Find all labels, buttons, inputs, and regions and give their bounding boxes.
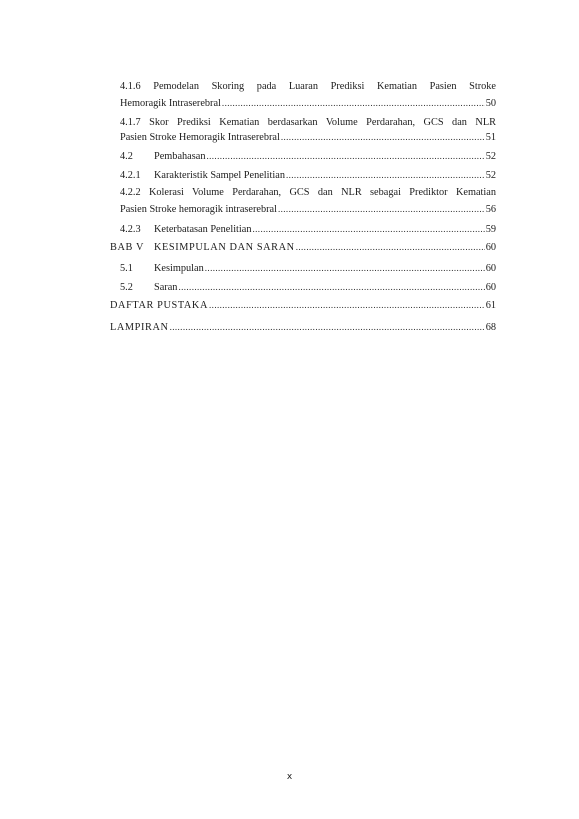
page-number-footer: x [286, 772, 293, 782]
toc-entry-title: Kolerasi Volume Perdarahan, GCS dan NLR sebagai Prediktor Kematian [148, 187, 496, 198]
dot-leader [209, 298, 485, 312]
toc-page-number: 60 [485, 282, 496, 293]
toc-entry-title-cont: Pasien Stroke Hemoragik Intraserebral [120, 132, 280, 143]
toc-entry-title: Kesimpulan [154, 263, 204, 274]
toc-entry-4-2[interactable] [120, 149, 496, 164]
toc-entry-number: 4.2.2 [120, 187, 141, 198]
toc-entry-number: 4.2.3 [120, 224, 141, 235]
toc-page-number: 52 [485, 170, 496, 181]
toc-entry-title: DAFTAR PUSTAKA [110, 300, 209, 311]
toc-entry-number: BAB V [110, 242, 144, 253]
dot-leader [206, 149, 484, 163]
toc-entry-text [120, 186, 496, 200]
toc-entry-bab-v[interactable] [110, 240, 496, 255]
dot-leader [253, 222, 485, 236]
toc-entry-title: KESIMPULAN DAN SARAN [154, 242, 295, 253]
toc-entry-number: 4.1.6 [120, 81, 141, 92]
toc-page-number: 56 [485, 204, 496, 215]
toc-entry-number: 4.2 [120, 151, 133, 162]
toc-page-number: 52 [485, 151, 496, 162]
toc-entry-text [120, 80, 496, 94]
dot-leader [278, 202, 485, 216]
dot-leader [222, 96, 485, 110]
toc-entry-title: Karakteristik Sampel Penelitian [154, 170, 285, 181]
toc-entry-5-2[interactable] [120, 280, 496, 295]
dot-leader [170, 320, 485, 334]
toc-entry-4-2-3[interactable] [120, 222, 496, 237]
toc-entry-title: Skor Prediksi Kematian berdasarkan Volume Perdarahan, GCS dan NLR [149, 117, 496, 128]
toc-entry-title: Pembahasan [154, 151, 206, 162]
toc-entry-number: 4.2.1 [120, 170, 141, 181]
dot-leader [281, 130, 485, 144]
toc-entry-number: 4.1.7 [120, 117, 141, 128]
toc-entry-title: LAMPIRAN [110, 322, 169, 333]
dot-leader [178, 280, 484, 294]
dot-leader [296, 240, 485, 254]
dot-leader [205, 261, 485, 275]
dot-leader [286, 168, 485, 182]
toc-entry-text [120, 116, 496, 130]
toc-entry-number: 5.2 [120, 282, 133, 293]
toc-entry-number: 5.1 [120, 263, 133, 274]
toc-entry-4-2-1[interactable] [120, 168, 496, 183]
toc-entry-lampiran[interactable] [110, 320, 496, 335]
toc-page-number: 68 [485, 322, 496, 333]
toc-entry-title: Keterbatasan Penelitian [154, 224, 252, 235]
toc-entry-continuation [120, 96, 496, 111]
toc-entry-5-1[interactable] [120, 261, 496, 276]
toc-entry-title-cont: Hemoragik Intraserebral [120, 98, 221, 109]
toc-entry-title: Pemodelan Skoring pada Luaran Prediksi Kematian Pasien Stroke [153, 81, 496, 92]
toc-entry-continuation [120, 202, 496, 217]
toc-page-number: 60 [485, 242, 496, 253]
toc-page-number: 60 [485, 263, 496, 274]
toc-entry-daftar-pustaka[interactable] [110, 298, 496, 313]
toc-entry-title-cont: Pasien Stroke hemoragik intraserebral [120, 204, 277, 215]
toc-entry-continuation [120, 130, 496, 145]
toc-page-number: 51 [485, 132, 496, 143]
toc-entry-title: Saran [154, 282, 178, 293]
toc-page-number: 61 [485, 300, 496, 311]
toc-page-number: 59 [485, 224, 496, 235]
toc-page-number: 50 [485, 98, 496, 109]
